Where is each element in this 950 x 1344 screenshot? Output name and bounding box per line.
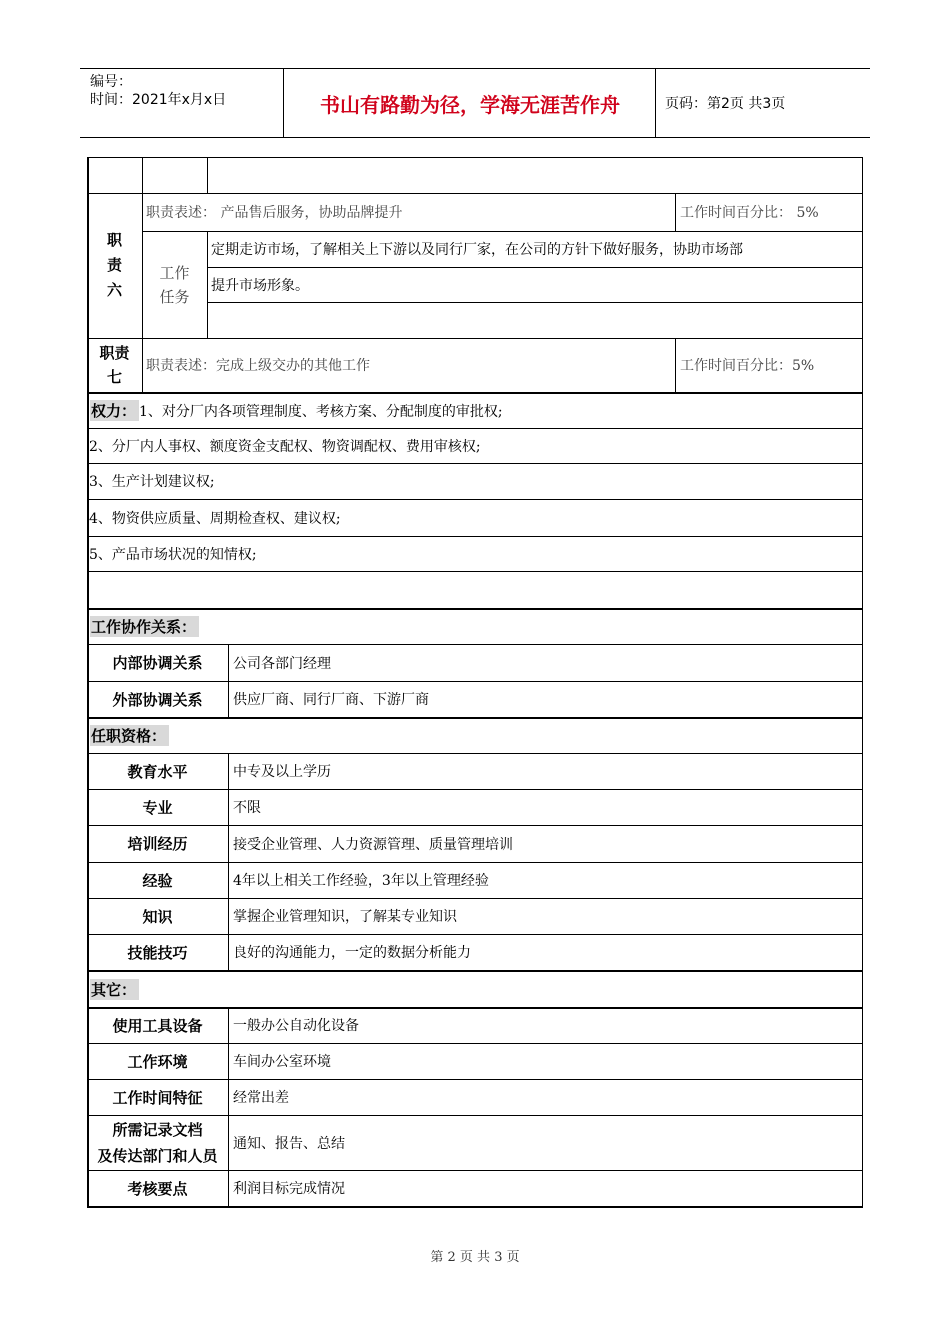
cooperation-external-value: 供应厂商、同行厂商、下游厂商 [233, 692, 429, 708]
authority-item-3: 3、生产计划建议权; [89, 474, 215, 490]
qualification-skills-value: 良好的沟通能力，一定的数据分析能力 [233, 945, 471, 961]
qualification-major-label: 专业 [142, 798, 173, 817]
page-footer: 第 2 页 共 3 页 [430, 1250, 520, 1265]
qualification-title: 任职资格： [90, 718, 169, 753]
other-environment-value: 车间办公室环境 [233, 1054, 331, 1070]
cooperation-internal-value: 公司各部门经理 [233, 655, 331, 672]
duty6-label: 职 责 六 [106, 231, 122, 299]
header-motto: 书山有路勤为径，学海无涯苦作舟 [320, 92, 620, 117]
header-divider [655, 69, 656, 137]
authority-title: 权力： [90, 400, 139, 421]
other-tools-label: 使用工具设备 [112, 1016, 203, 1035]
other-documents-value: 通知、报告、总结 [233, 1135, 345, 1152]
qualification-training-label: 培训经历 [127, 835, 188, 853]
header-page-info: 页码：第2页 共3页 [665, 96, 786, 112]
cooperation-internal-label: 内部协调关系 [112, 654, 203, 672]
qualification-knowledge-label: 知识 [142, 907, 173, 926]
duty6-task-line1: 定期走访市场，了解相关上下游以及同行厂家，在公司的方针下做好服务，协助市场部 [211, 242, 743, 258]
other-documents-label: 所需记录文档 及传达部门和人员 [97, 1120, 218, 1165]
job-description-form [87, 157, 863, 1207]
duty6-time-percent: 工作时间百分比： 5% [680, 205, 819, 221]
other-worktime-value: 经常出差 [233, 1090, 289, 1106]
document-number: 编号： [90, 74, 132, 90]
duty7-statement: 职责表述：完成上级交办的其他工作 [146, 358, 370, 374]
other-environment-label: 工作环境 [127, 1052, 188, 1071]
qualification-experience-label: 经验 [142, 871, 173, 890]
qualification-major-value: 不限 [233, 800, 261, 816]
other-worktime-label: 工作时间特征 [112, 1088, 203, 1107]
header-divider [283, 69, 284, 137]
page-header [80, 68, 870, 138]
duty6-task-label: 工作 任务 [159, 263, 190, 306]
cooperation-external-label: 外部协调关系 [112, 690, 203, 709]
authority-item-1: 权力： 1、对分厂内各项管理制度、考核方案、分配制度的审批权; [91, 402, 503, 420]
duty7-label: 职责 七 [99, 344, 130, 386]
duty6-task-line2: 提升市场形象。 [211, 277, 309, 294]
other-title: 其它： [90, 972, 139, 1007]
other-tools-value: 一般办公自动化设备 [233, 1018, 359, 1034]
qualification-education-label: 教育水平 [127, 762, 188, 781]
qualification-experience-value: 4年以上相关工作经验，3年以上管理经验 [233, 873, 489, 889]
other-assessment-value: 利润目标完成情况 [233, 1181, 345, 1197]
document-date: 时间：2021年x月x日 [90, 92, 227, 108]
authority-item-2: 2、分厂内人事权、额度资金支配权、物资调配权、费用审核权; [89, 438, 481, 455]
qualification-knowledge-value: 掌握企业管理知识，了解某专业知识 [233, 909, 457, 925]
cooperation-title: 工作协作关系： [90, 609, 199, 644]
qualification-training-value: 接受企业管理、人力资源管理、质量管理培训 [233, 836, 513, 853]
duty7-time-percent: 工作时间百分比：5% [680, 358, 815, 374]
other-assessment-label: 考核要点 [127, 1179, 188, 1198]
authority-item-5: 5、产品市场状况的知情权; [89, 546, 257, 563]
duty6-statement: 职责表述： 产品售后服务，协助品牌提升 [146, 205, 403, 221]
authority-item-4: 4、物资供应质量、周期检查权、建议权; [89, 510, 341, 527]
qualification-education-value: 中专及以上学历 [233, 764, 331, 780]
qualification-skills-label: 技能技巧 [127, 943, 188, 962]
